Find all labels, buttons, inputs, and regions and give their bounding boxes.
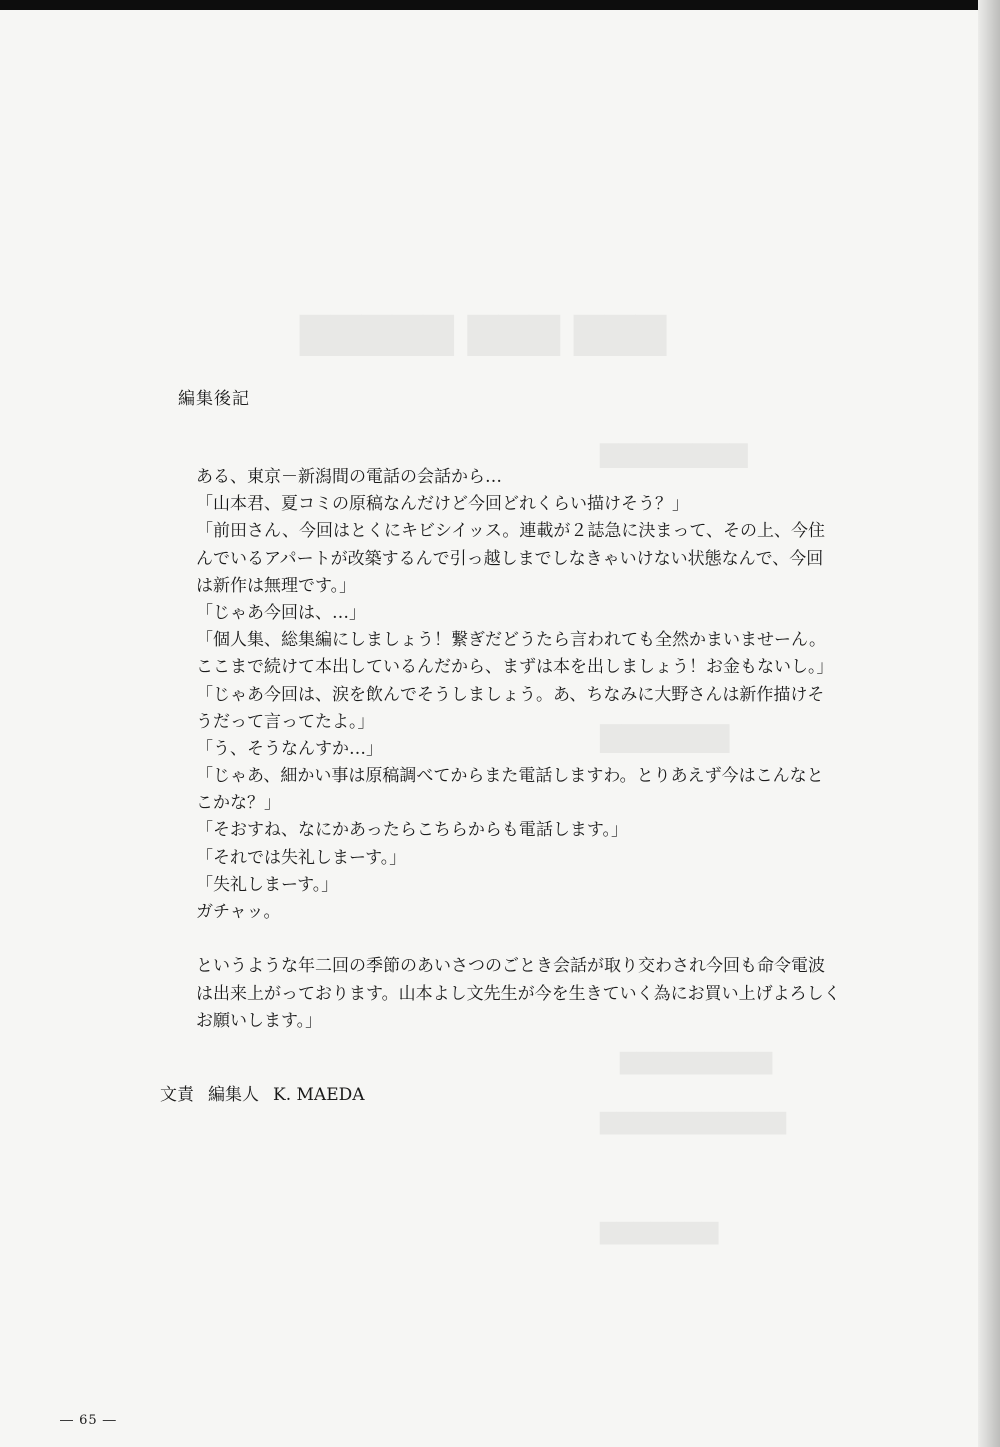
body-line: 「前田さん、今回はとくにキビシイッス。連載が２誌急に決まって、その上、今住	[196, 521, 825, 542]
signature-title: 編集人	[208, 1085, 259, 1105]
body-line: 「じゃあ今回は、涙を飲んでそうしましょう。あ、ちなみに大野さんは新作描けそ	[196, 684, 825, 705]
body-line: お願いします。」	[196, 1010, 323, 1031]
show-through-block: ▇▇▇▇▇ ▇▇▇ ▇▇▇	[300, 310, 667, 356]
body-line: ここまで続けて本出しているんだから、まずは本を出しましょう！お金もないし。」	[196, 657, 834, 678]
body-line: は出来上がっております。山本よし文先生が今を生きていく為にお買い上げよろしく	[196, 983, 841, 1004]
signature-name: K. MAEDA	[273, 1085, 365, 1105]
body-line: は新作は無理です。」	[196, 575, 357, 596]
page-number: ― 65 ―	[60, 1413, 117, 1428]
show-through-block: ▇▇▇▇▇▇▇	[600, 1220, 719, 1245]
body-line: うだって言ってたよ。」	[196, 711, 375, 732]
body-line: というような年二回の季節のあいさつのごとき会話が取り交わされ今回も命令電波	[196, 956, 825, 977]
afterword-heading: 編集後記	[178, 389, 250, 409]
page-right-edge	[978, 0, 1000, 1447]
body-line: 「個人集、総集編にしましょう！繋ぎだどうたら言われても全然かまいませーん。	[196, 630, 827, 651]
body-line: 「う、そうなんすか…」	[196, 738, 383, 759]
show-through-block: ▇▇▇▇▇▇	[600, 720, 730, 753]
signature-role: 文責	[160, 1085, 194, 1105]
body-line: 「じゃあ今回は、…」	[196, 602, 366, 623]
body-line: んでいるアパートが改築するんで引っ越しまでしなきゃいけない状態なんで、今回	[196, 548, 824, 569]
body-line: 「山本君、夏コミの原稿なんだけど今回どれくらい描けそう？」	[196, 494, 689, 515]
body-line: こかな？」	[196, 793, 281, 814]
show-through-block: ▇▇▇▇▇▇▇▇▇	[620, 1050, 773, 1075]
body-line: 「それでは失礼しまーす。」	[196, 847, 407, 868]
page-top-edge	[0, 0, 1000, 10]
show-through-block: ▇▇▇▇▇▇▇▇▇▇▇	[600, 1110, 787, 1135]
body-line: ある、東京－新潟間の電話の会話から…	[196, 467, 502, 487]
show-through-block: ▇▇▇▇▇▇▇▇	[600, 440, 748, 468]
body-line: 「失礼しまーす。」	[196, 874, 339, 895]
paragraph-spacer	[196, 926, 872, 953]
body-line: ガチャッ。	[196, 902, 281, 922]
body-line: 「そおすね、なにかあったらこちらからも電話します。」	[196, 820, 628, 841]
afterword-body	[196, 464, 872, 1035]
body-line: 「じゃあ、細かい事は原稿調べてからまた電話しますわ。とりあえず今はこんなと	[196, 766, 824, 787]
signature	[160, 1080, 365, 1105]
